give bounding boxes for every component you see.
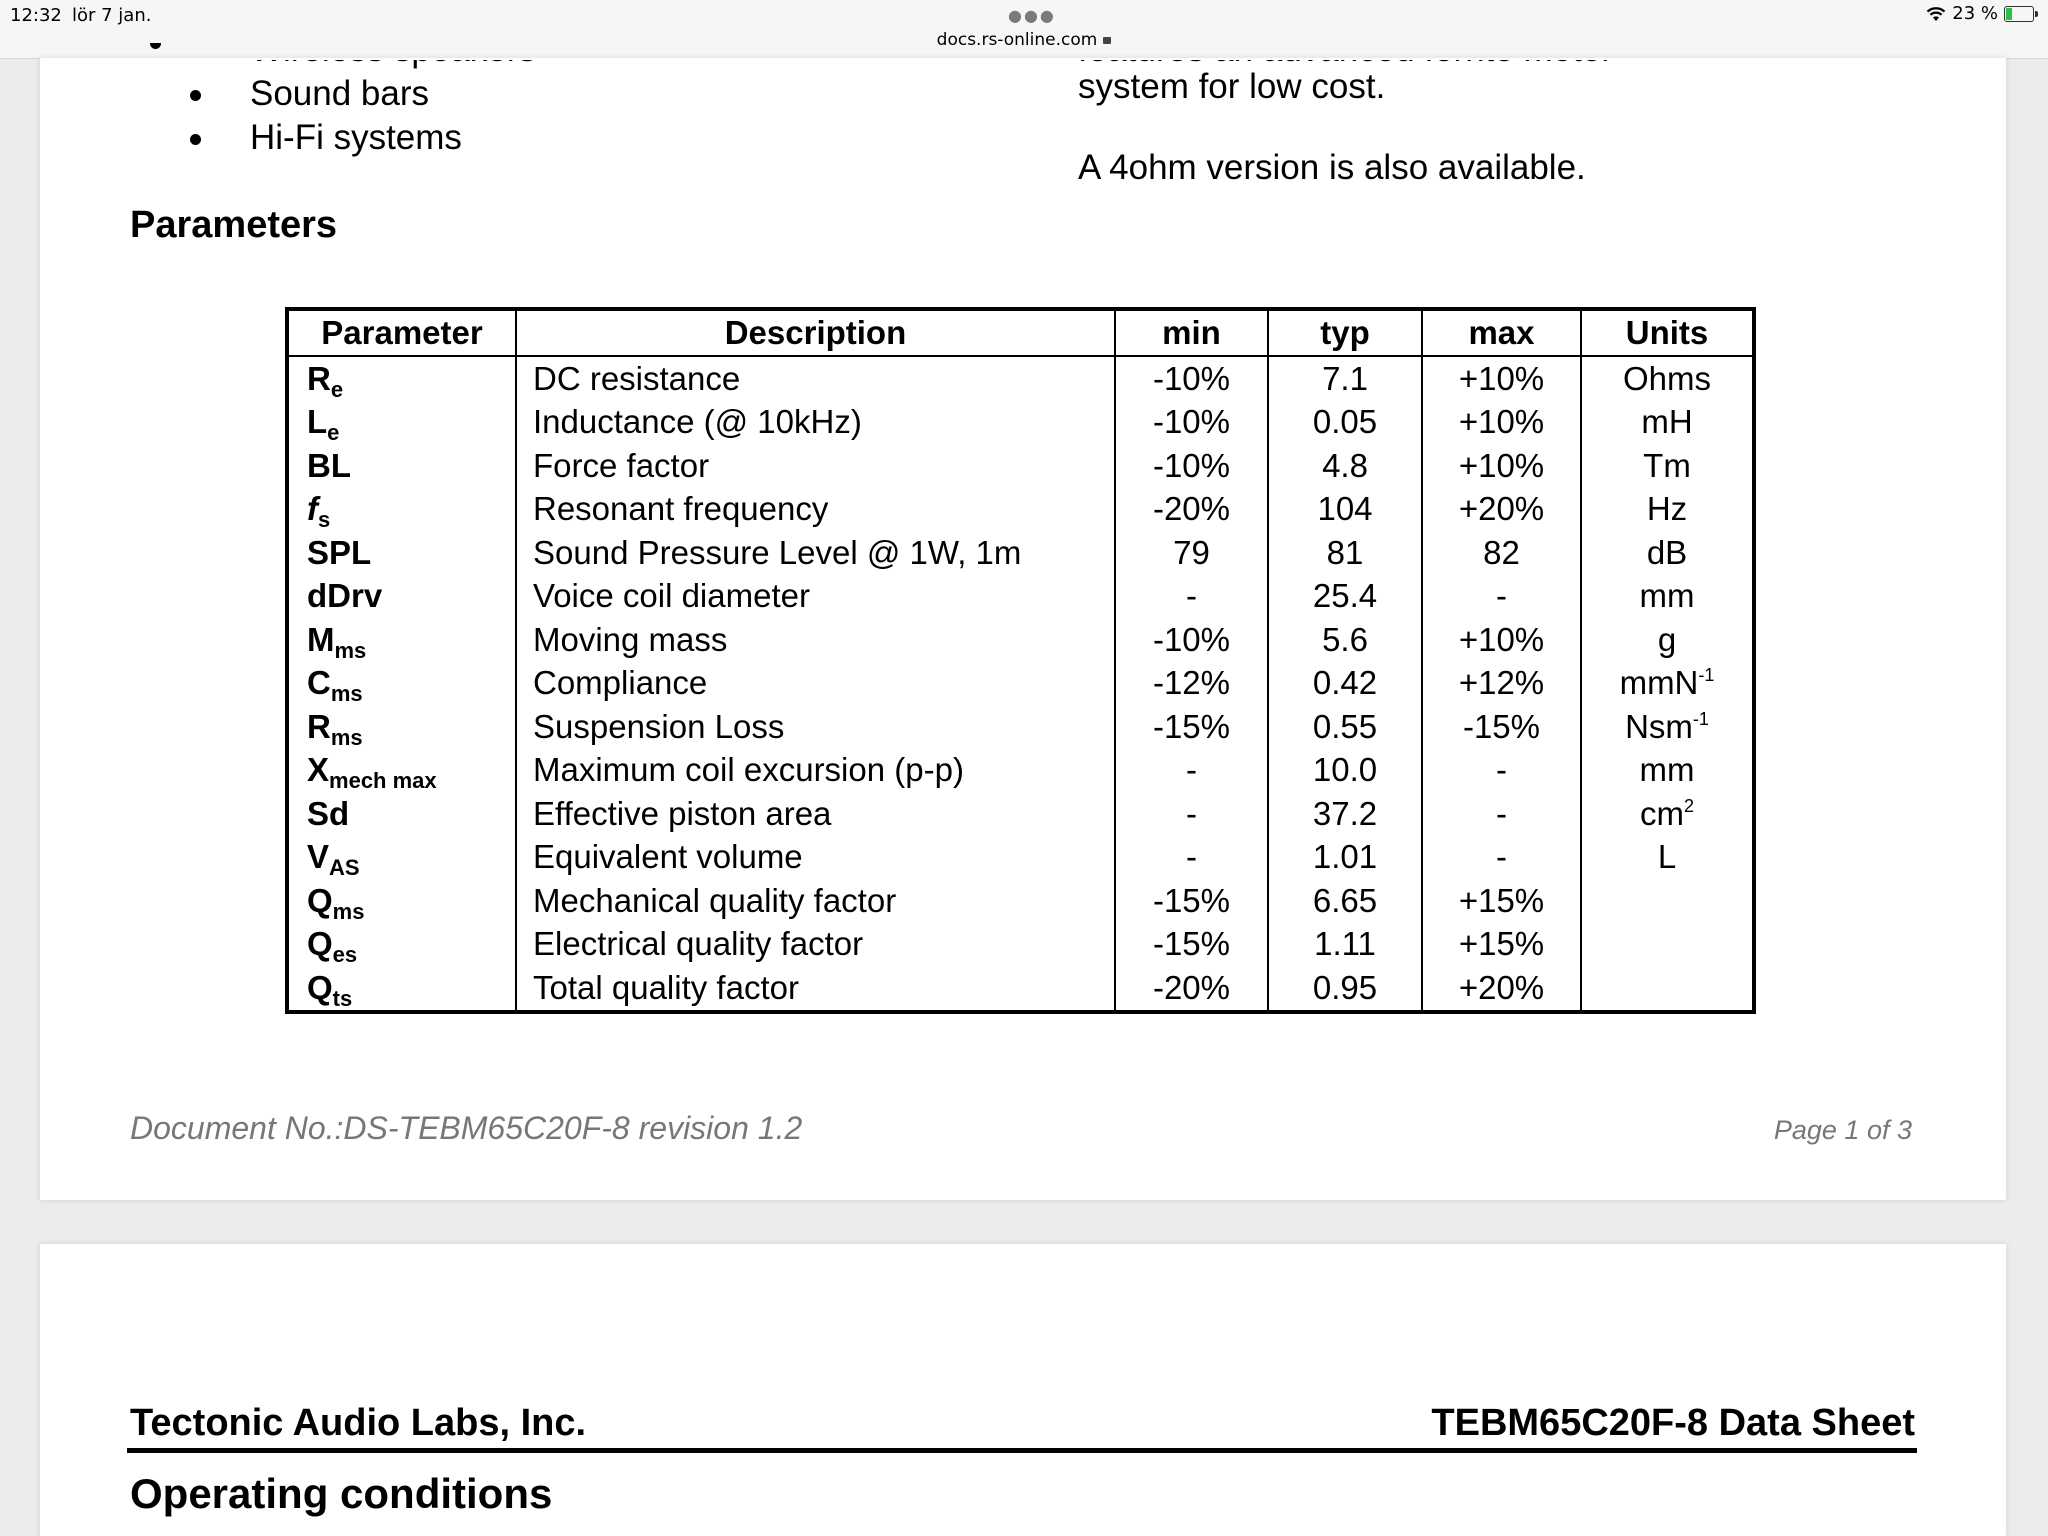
- min-value: -12%: [1115, 662, 1268, 706]
- symbol-main: Q: [307, 925, 333, 963]
- parameter-description: Maximum coil excursion (p-p): [516, 749, 1115, 793]
- address-bar[interactable]: [0, 30, 2048, 50]
- min-value: -: [1115, 792, 1268, 836]
- lock-icon: [1103, 37, 1111, 44]
- unit-main: dB: [1646, 533, 1688, 571]
- symbol-subscript: es: [332, 942, 358, 968]
- symbol-subscript: ms: [330, 724, 363, 750]
- max-value: -15%: [1422, 705, 1581, 749]
- symbol-main: M: [307, 620, 335, 658]
- parameter-description: Sound Pressure Level @ 1W, 1m: [516, 531, 1115, 575]
- table-row: [287, 662, 1754, 706]
- min-value: -20%: [1115, 488, 1268, 532]
- unit-main: mH: [1641, 403, 1693, 441]
- table-row: [287, 444, 1754, 488]
- parameter-symbol: [287, 879, 516, 923]
- unit: [1581, 356, 1754, 401]
- min-value: 79: [1115, 531, 1268, 575]
- table-row: [287, 879, 1754, 923]
- typ-value: 0.55: [1268, 705, 1422, 749]
- min-value: -20%: [1115, 966, 1268, 1012]
- variant-note: A 4ohm version is also available.: [1078, 148, 1586, 187]
- symbol-subscript: AS: [329, 855, 360, 881]
- unit-main: Ohms: [1622, 359, 1711, 397]
- max-value: 82: [1422, 531, 1581, 575]
- parameter-symbol: [287, 618, 516, 662]
- column-header: typ: [1268, 309, 1422, 356]
- symbol-main: dDrv: [307, 577, 383, 615]
- cut-off-bullet-dot: [150, 43, 163, 53]
- battery-icon: [2004, 6, 2034, 22]
- parameter-symbol: [287, 966, 516, 1012]
- unit-superscript: 2: [1683, 795, 1694, 816]
- column-header: Description: [516, 309, 1115, 356]
- unit-main: mmN: [1619, 664, 1699, 702]
- parameter-symbol: [287, 705, 516, 749]
- table-row: [287, 836, 1754, 880]
- column-header: Units: [1581, 309, 1754, 356]
- max-value: -: [1422, 575, 1581, 619]
- min-value: -10%: [1115, 618, 1268, 662]
- symbol-main: BL: [307, 446, 351, 484]
- min-value: -: [1115, 575, 1268, 619]
- status-indicators: [1926, 3, 2034, 24]
- battery-level: [2006, 8, 2012, 20]
- max-value: +10%: [1422, 618, 1581, 662]
- table-row: [287, 488, 1754, 532]
- max-value: -: [1422, 836, 1581, 880]
- parameter-symbol: [287, 575, 516, 619]
- unit: [1581, 444, 1754, 488]
- max-value: +15%: [1422, 879, 1581, 923]
- unit-main: cm: [1639, 794, 1684, 832]
- unit: [1581, 749, 1754, 793]
- column-header: min: [1115, 309, 1268, 356]
- min-value: -: [1115, 836, 1268, 880]
- unit: [1581, 966, 1754, 1012]
- status-bar: [0, 0, 2048, 59]
- document-number: Document No.:DS-TEBM65C20F-8 revision 1.2: [130, 1110, 803, 1146]
- max-value: +10%: [1422, 444, 1581, 488]
- symbol-main: V: [307, 838, 330, 876]
- list-item: Hi-Fi systems: [150, 116, 462, 160]
- parameter-description: Force factor: [516, 444, 1115, 488]
- parameter-symbol: [287, 836, 516, 880]
- unit-main: mm: [1639, 751, 1695, 789]
- max-value: +20%: [1422, 488, 1581, 532]
- unit-main: g: [1657, 620, 1677, 658]
- min-value: -10%: [1115, 444, 1268, 488]
- table-row: [287, 356, 1754, 401]
- clock: 12:32: [10, 5, 62, 26]
- unit: [1581, 879, 1754, 923]
- symbol-subscript: ts: [332, 985, 353, 1011]
- unit: [1581, 792, 1754, 836]
- symbol-subscript: ms: [330, 681, 363, 707]
- column-header: max: [1422, 309, 1581, 356]
- parameter-symbol: [287, 401, 516, 445]
- parameter-description: Resonant frequency: [516, 488, 1115, 532]
- min-value: -: [1115, 749, 1268, 793]
- typ-value: 7.1: [1268, 356, 1422, 401]
- symbol-main: R: [307, 707, 331, 745]
- table-row: [287, 749, 1754, 793]
- min-value: -10%: [1115, 401, 1268, 445]
- parameter-description: Total quality factor: [516, 966, 1115, 1012]
- table-row: [287, 792, 1754, 836]
- parameter-symbol: [287, 488, 516, 532]
- battery-percent: 23 %: [1952, 3, 1998, 24]
- typ-value: 0.42: [1268, 662, 1422, 706]
- application-list: [150, 72, 462, 160]
- parameter-description: Equivalent volume: [516, 836, 1115, 880]
- table-row: [287, 923, 1754, 967]
- datasheet-title: TEBM65C20F-8 Data Sheet: [1431, 1402, 1915, 1444]
- unit-superscript: -1: [1692, 708, 1709, 729]
- max-value: -: [1422, 749, 1581, 793]
- typ-value: 10.0: [1268, 749, 1422, 793]
- url-text: docs.rs-online.com: [936, 30, 1098, 50]
- parameter-description: Suspension Loss: [516, 705, 1115, 749]
- parameter-symbol: [287, 792, 516, 836]
- symbol-main: SPL: [307, 533, 372, 571]
- typ-value: 6.65: [1268, 879, 1422, 923]
- table-row: [287, 531, 1754, 575]
- unit: [1581, 618, 1754, 662]
- symbol-subscript: ms: [332, 898, 365, 924]
- unit: [1581, 401, 1754, 445]
- typ-value: 0.05: [1268, 401, 1422, 445]
- symbol-subscript: e: [327, 420, 340, 446]
- min-value: -10%: [1115, 356, 1268, 401]
- unit: [1581, 836, 1754, 880]
- parameters-table: [285, 307, 1756, 1014]
- symbol-subscript: ms: [334, 637, 367, 663]
- wifi-icon: [1926, 6, 1946, 22]
- typ-value: 4.8: [1268, 444, 1422, 488]
- list-item: Sound bars: [150, 72, 462, 116]
- typ-value: 81: [1268, 531, 1422, 575]
- max-value: +10%: [1422, 401, 1581, 445]
- symbol-main: L: [307, 403, 328, 441]
- symbol-main: f: [307, 490, 318, 528]
- parameter-symbol: [287, 923, 516, 967]
- parameter-symbol: [287, 356, 516, 401]
- parameter-description: Effective piston area: [516, 792, 1115, 836]
- parameter-description: Voice coil diameter: [516, 575, 1115, 619]
- date: lör 7 jan.: [72, 5, 152, 26]
- page-number: Page 1 of 3: [1773, 1115, 1912, 1145]
- symbol-main: C: [307, 664, 331, 702]
- section-heading: Parameters: [130, 204, 338, 246]
- symbol-subscript: e: [330, 376, 344, 402]
- parameter-description: Inductance (@ 10kHz): [516, 401, 1115, 445]
- typ-value: 37.2: [1268, 792, 1422, 836]
- symbol-subscript: mech max: [329, 768, 437, 794]
- typ-value: 5.6: [1268, 618, 1422, 662]
- parameter-symbol: [287, 749, 516, 793]
- unit: [1581, 575, 1754, 619]
- unit-main: Nsm: [1625, 707, 1693, 745]
- typ-value: 1.11: [1268, 923, 1422, 967]
- typ-value: 104: [1268, 488, 1422, 532]
- parameter-symbol: [287, 662, 516, 706]
- parameter-description: Compliance: [516, 662, 1115, 706]
- min-value: -15%: [1115, 923, 1268, 967]
- table-row: [287, 966, 1754, 1012]
- symbol-main: X: [307, 751, 330, 789]
- unit-main: L: [1657, 838, 1677, 876]
- max-value: -: [1422, 792, 1581, 836]
- max-value: +20%: [1422, 966, 1581, 1012]
- unit-main: mm: [1639, 577, 1695, 615]
- unit: [1581, 531, 1754, 575]
- max-value: +15%: [1422, 923, 1581, 967]
- min-value: -15%: [1115, 879, 1268, 923]
- table-row: [287, 705, 1754, 749]
- table-row: [287, 618, 1754, 662]
- symbol-subscript: s: [318, 507, 331, 533]
- unit: [1581, 488, 1754, 532]
- symbol-main: Sd: [307, 794, 350, 832]
- symbol-main: Q: [307, 881, 333, 919]
- company-name: Tectonic Audio Labs, Inc.: [130, 1402, 587, 1444]
- parameter-description: Moving mass: [516, 618, 1115, 662]
- typ-value: 0.95: [1268, 966, 1422, 1012]
- symbol-main: R: [307, 359, 331, 397]
- column-header: Parameter: [287, 309, 516, 356]
- unit-main: Tm: [1643, 446, 1691, 484]
- unit: [1581, 923, 1754, 967]
- parameter-symbol: [287, 531, 516, 575]
- typ-value: 1.01: [1268, 836, 1422, 880]
- parameter-symbol: [287, 444, 516, 488]
- parameter-description: DC resistance: [516, 356, 1115, 401]
- max-value: +12%: [1422, 662, 1581, 706]
- symbol-main: Q: [307, 968, 333, 1006]
- min-value: -15%: [1115, 705, 1268, 749]
- table-header-row: [287, 309, 1754, 356]
- unit: [1581, 662, 1754, 706]
- table-body: [287, 356, 1754, 1012]
- header-rule: [127, 1448, 1917, 1453]
- parameter-description: Mechanical quality factor: [516, 879, 1115, 923]
- unit-main: Hz: [1646, 490, 1688, 528]
- typ-value: 25.4: [1268, 575, 1422, 619]
- parameter-description: Electrical quality factor: [516, 923, 1115, 967]
- table-row: [287, 575, 1754, 619]
- max-value: +10%: [1422, 356, 1581, 401]
- multitasking-dots-icon[interactable]: ●●●: [1008, 6, 1056, 25]
- unit-superscript: -1: [1698, 665, 1715, 686]
- description-text: system for low cost.: [1078, 67, 1386, 106]
- section-heading: Operating conditions: [130, 1470, 553, 1517]
- unit: [1581, 705, 1754, 749]
- table-row: [287, 401, 1754, 445]
